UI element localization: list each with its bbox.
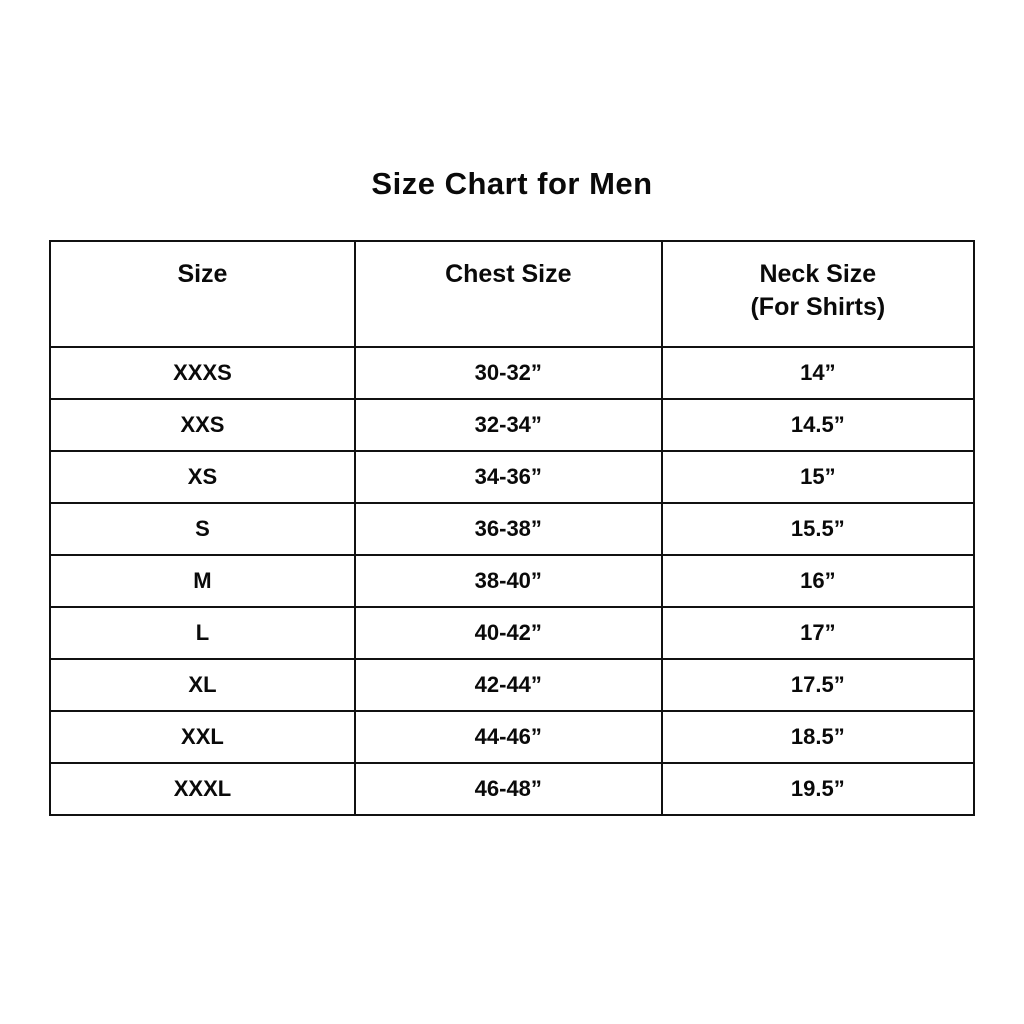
neck-cell: 17”	[662, 607, 974, 659]
column-header-neck-size-sublabel: (For Shirts)	[750, 292, 886, 321]
chest-cell: 42-44”	[355, 659, 662, 711]
column-header-neck-size	[662, 241, 974, 347]
neck-cell: 16”	[662, 555, 974, 607]
table-row	[50, 555, 974, 607]
size-cell: XL	[50, 659, 355, 711]
table-row	[50, 711, 974, 763]
column-header-neck-size-label: Neck Size	[759, 260, 877, 288]
chest-cell: 46-48”	[355, 763, 662, 815]
neck-cell: 14.5”	[662, 399, 974, 451]
table-row	[50, 503, 974, 555]
size-cell: XXS	[50, 399, 355, 451]
column-header-chest-size-label: Chest Size	[445, 260, 572, 288]
size-chart-table	[49, 240, 975, 816]
column-header-size-label: Size	[177, 260, 228, 288]
size-cell: L	[50, 607, 355, 659]
neck-cell: 19.5”	[662, 763, 974, 815]
table-row	[50, 607, 974, 659]
table-row	[50, 659, 974, 711]
size-cell: XXL	[50, 711, 355, 763]
chest-cell: 34-36”	[355, 451, 662, 503]
size-cell: S	[50, 503, 355, 555]
chest-cell: 38-40”	[355, 555, 662, 607]
table-row	[50, 451, 974, 503]
chest-cell: 32-34”	[355, 399, 662, 451]
table-header-row	[50, 241, 974, 347]
table-row	[50, 347, 974, 399]
table-row	[50, 399, 974, 451]
chest-cell: 40-42”	[355, 607, 662, 659]
chest-cell: 36-38”	[355, 503, 662, 555]
neck-cell: 15”	[662, 451, 974, 503]
page-title: Size Chart for Men	[371, 166, 653, 201]
chest-cell: 30-32”	[355, 347, 662, 399]
column-header-chest-size	[355, 241, 662, 347]
size-cell: XXXL	[50, 763, 355, 815]
column-header-size	[50, 241, 355, 347]
table-row	[50, 763, 974, 815]
neck-cell: 17.5”	[662, 659, 974, 711]
neck-cell: 14”	[662, 347, 974, 399]
size-cell: XXXS	[50, 347, 355, 399]
size-cell: M	[50, 555, 355, 607]
size-cell: XS	[50, 451, 355, 503]
table-body	[50, 347, 974, 815]
neck-cell: 15.5”	[662, 503, 974, 555]
chest-cell: 44-46”	[355, 711, 662, 763]
neck-cell: 18.5”	[662, 711, 974, 763]
